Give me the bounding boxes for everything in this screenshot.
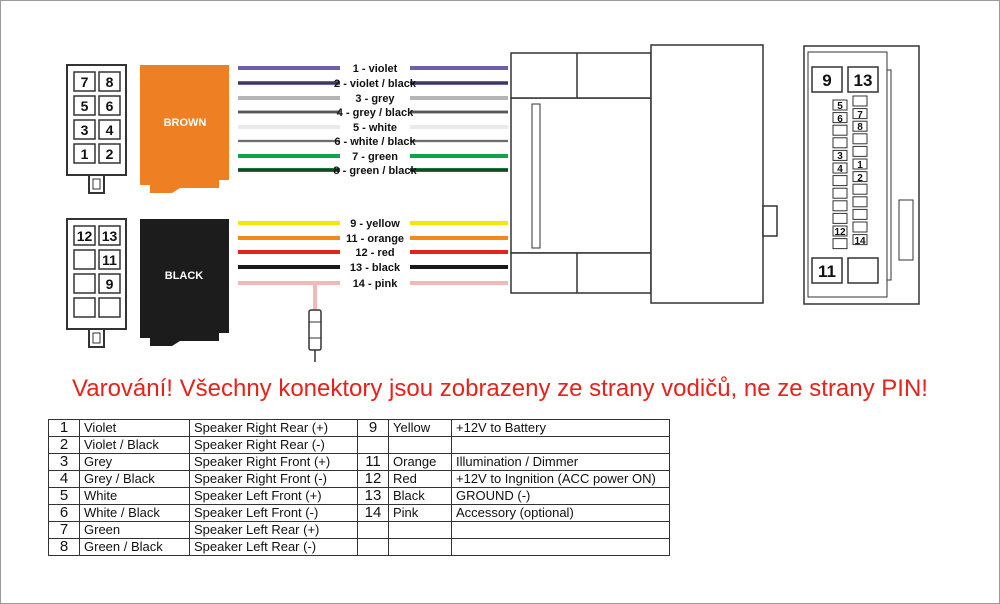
pin-number: 5 (837, 101, 843, 112)
pin-number-cell: 7 (49, 522, 80, 539)
function-cell (452, 539, 670, 556)
function-cell: Speaker Right Rear (-) (190, 437, 358, 454)
pin-cell-large (812, 67, 842, 92)
wire-color-cell (389, 539, 452, 556)
function-cell: Speaker Right Front (+) (190, 454, 358, 471)
brown-connector-block (140, 65, 229, 193)
pin-number: 9 (822, 71, 832, 90)
pin-number-cell: 3 (49, 454, 80, 471)
pin-cell (99, 120, 120, 139)
pin-number: 12 (76, 228, 93, 244)
wire-color-cell: Black (389, 488, 452, 505)
function-cell (452, 437, 670, 454)
table-row (49, 437, 670, 454)
pin-number: 6 (105, 98, 114, 114)
pin-number: 4 (105, 122, 114, 138)
pin-cell (99, 250, 120, 269)
wires (238, 63, 508, 310)
wire-color-cell: Orange (389, 454, 452, 471)
wire-11 (238, 233, 508, 245)
pin-cell (99, 72, 120, 91)
pin-number: 5 (80, 98, 89, 114)
left-connector-bottom (67, 219, 126, 347)
wire-color-cell: White (80, 488, 190, 505)
pin-number-cell: 13 (358, 488, 389, 505)
black-connector-block (140, 219, 229, 346)
pin-number-cell (358, 437, 389, 454)
wire-label-1: 1 - violet (352, 63, 398, 75)
wire-label-11: 11 - orange (345, 233, 405, 245)
brown-label: BROWN (163, 117, 207, 129)
pin-number: 3 (80, 122, 89, 138)
pin-cell (74, 120, 95, 139)
function-cell: Illumination / Dimmer (452, 454, 670, 471)
pin-number: 6 (837, 114, 843, 125)
function-cell: Speaker Left Rear (+) (190, 522, 358, 539)
pin-number: 1 (857, 160, 863, 171)
pin-number-cell (358, 539, 389, 556)
pin-number-cell: 6 (49, 505, 80, 522)
pin-cell (74, 144, 95, 163)
table-row (49, 454, 670, 471)
pin-number: 7 (857, 110, 863, 121)
wire-color-cell: Grey (80, 454, 190, 471)
pin-cell (74, 274, 95, 293)
function-cell: Speaker Left Rear (-) (190, 539, 358, 556)
table-row (49, 471, 670, 488)
left-connector-top (67, 65, 126, 193)
pin-number-cell: 5 (49, 488, 80, 505)
wire-8 (238, 165, 508, 177)
wire-label-2: 2 - violet / black (334, 78, 416, 90)
wire-color-cell: Green (80, 522, 190, 539)
function-cell: GROUND (-) (452, 488, 670, 505)
table-row (49, 488, 670, 505)
wire-9 (238, 218, 508, 230)
wire-label-3: 3 - grey (355, 93, 395, 105)
pin-cell (74, 298, 95, 317)
pin-number: 13 (853, 71, 873, 90)
pin-number-cell: 9 (358, 420, 389, 437)
wire-color-cell: Violet / Black (80, 437, 190, 454)
pin-number-cell (358, 522, 389, 539)
pin-cell-large (812, 258, 842, 283)
wire-color-cell: Pink (389, 505, 452, 522)
pin-number: 3 (837, 151, 843, 162)
wire-label-4: 4 - grey / black (336, 107, 414, 119)
wire-5 (238, 122, 508, 134)
pin-number: 12 (834, 227, 846, 238)
function-cell: +12V to Battery (452, 420, 670, 437)
wire-4 (238, 107, 508, 119)
pin-cell (74, 72, 95, 91)
pinout-table (48, 419, 670, 556)
pin-number: 8 (105, 74, 114, 90)
pin-cell-large (848, 67, 878, 92)
pin-number: 13 (101, 228, 118, 244)
pin-number: 9 (105, 276, 114, 292)
pin-cell (99, 298, 120, 317)
radio-harness-connector (511, 45, 777, 303)
wire-color-cell: Yellow (389, 420, 452, 437)
wire-color-cell: Grey / Black (80, 471, 190, 488)
pin-number: 8 (857, 122, 863, 133)
function-cell: Speaker Left Front (-) (190, 505, 358, 522)
wire-label-5: 5 - white (352, 122, 398, 134)
table-row (49, 539, 670, 556)
wire-6 (238, 136, 508, 148)
function-cell (452, 522, 670, 539)
function-cell: Speaker Right Rear (+) (190, 420, 358, 437)
pin-cell (99, 96, 120, 115)
wire-label-8: 8 - green / black (333, 165, 417, 177)
inline-connector-icon (309, 310, 321, 362)
table-row (49, 505, 670, 522)
wire-3 (238, 93, 508, 105)
pin-number-cell: 4 (49, 471, 80, 488)
pin-cell (74, 250, 95, 269)
pin-number-cell: 2 (49, 437, 80, 454)
pin-number: 11 (818, 262, 836, 281)
pin-cell (74, 96, 95, 115)
wire-1 (238, 63, 508, 75)
wire-color-cell (389, 522, 452, 539)
pin-cell (99, 144, 120, 163)
table-row (49, 522, 670, 539)
wire-14 (238, 278, 508, 310)
pin-number: 14 (854, 236, 866, 247)
warning-text: Varování! Všechny konektory jsou zobrazeny ze strany vodičů, ne ze strany PIN! (72, 375, 928, 402)
wire-color-cell: Red (389, 471, 452, 488)
pin-number: 2 (857, 173, 863, 184)
wire-color-cell: Green / Black (80, 539, 190, 556)
pin-cell (99, 226, 120, 245)
pin-number-cell: 8 (49, 539, 80, 556)
pin-number: 1 (80, 146, 89, 162)
function-cell: Speaker Left Front (+) (190, 488, 358, 505)
wire-7 (238, 151, 508, 163)
wire-color-cell: White / Black (80, 505, 190, 522)
wire-color-cell: Violet (80, 420, 190, 437)
wire-label-7: 7 - green (352, 151, 398, 163)
wire-color-cell (389, 437, 452, 454)
pin-number-cell: 14 (358, 505, 389, 522)
wire-label-14: 14 - pink (352, 278, 398, 290)
function-cell: Accessory (optional) (452, 505, 670, 522)
wire-2 (238, 78, 508, 90)
pin-number: 4 (837, 164, 843, 175)
wire-label-12: 12 - red (355, 247, 395, 259)
wire-label-6: 6 - white / black (334, 136, 416, 148)
pin-number: 7 (80, 74, 89, 90)
wire-label-13: 13 - black (349, 262, 401, 274)
table-row (49, 420, 670, 437)
pin-number-cell: 12 (358, 471, 389, 488)
pin-number: 11 (102, 252, 117, 268)
wire-13 (238, 262, 508, 274)
pin-number-cell: 1 (49, 420, 80, 437)
pin-cell (74, 226, 95, 245)
right-connector (804, 46, 919, 304)
function-cell: Speaker Right Front (-) (190, 471, 358, 488)
pin-number-cell: 11 (358, 454, 389, 471)
black-label: BLACK (164, 270, 204, 282)
pin-cell (99, 274, 120, 293)
wire-label-9: 9 - yellow (350, 218, 400, 230)
function-cell: +12V to Ingnition (ACC power ON) (452, 471, 670, 488)
pin-number: 2 (105, 146, 114, 162)
wire-12 (238, 247, 508, 259)
